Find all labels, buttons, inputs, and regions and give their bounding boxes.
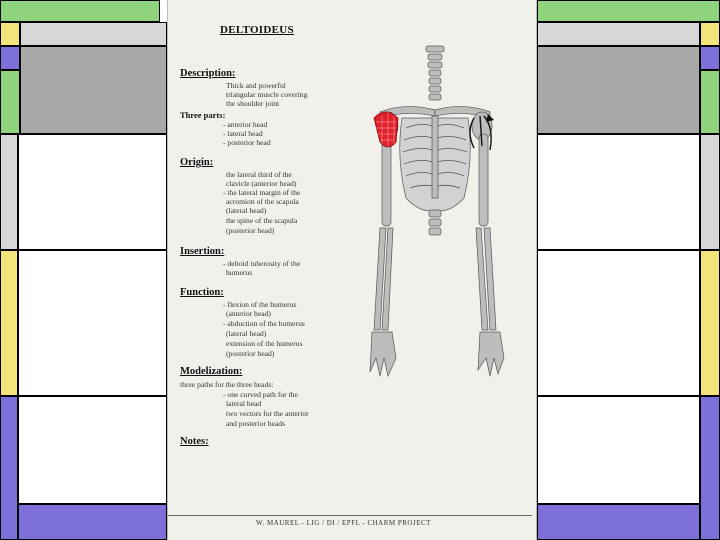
bg-tile [18,250,167,396]
bg-tile [537,134,700,250]
page-title: DELTOIDEUS [220,24,294,36]
bg-tile [0,70,20,134]
origin-line: the lateral third of the [226,170,292,179]
lumbar-vertebra [429,210,441,217]
modelization-intro: three paths for the three heads: [180,380,274,389]
modelization-line: and posterior heads [226,419,286,428]
bg-tile [0,46,20,70]
origin-line: acromion of the scapula [226,197,299,206]
modelization-heading: Modelization: [180,366,243,377]
lumbar-vertebra [429,219,441,226]
bg-tile [0,250,18,396]
origin-line: - the lateral margin of the [223,188,301,197]
bg-tile [20,46,167,134]
parts-line: - posterior head [223,138,271,147]
description-line: Thick and powerful [226,81,286,90]
cervical-vertebra [426,46,444,52]
bg-tile [700,22,720,46]
function-line: (lateral head) [226,329,267,338]
bg-tile [18,134,167,250]
function-line: (posterior head) [226,349,275,358]
description-line: triangular muscle covering [226,90,308,99]
cervical-vertebra [429,94,441,100]
footer-rule [168,515,532,516]
origin-line: clavicle (anterior head) [226,179,297,188]
bg-tile [18,396,167,504]
function-line: - abduction of the humerus [223,319,305,328]
function-line: extension of the humerus [226,339,303,348]
cervical-vertebra [429,86,441,92]
bg-tile [700,134,720,250]
bg-tile [700,250,720,396]
bg-tile [0,0,160,22]
parts-heading: Three parts: [180,110,226,120]
cervical-vertebra [429,70,441,76]
insertion-line: humerus [226,268,253,277]
skeleton-illustration [366,38,536,378]
origin-heading: Origin: [180,157,214,168]
function-heading: Function: [180,287,224,298]
origin-line: (posterior head) [226,226,275,235]
sternum [432,116,438,198]
modelization-line: lateral head [226,399,262,408]
bg-tile [0,134,18,250]
bg-tile [537,504,700,540]
cervical-vertebra [428,54,442,60]
right-humerus [479,134,488,226]
bg-tile [700,396,720,540]
bg-tile [537,46,700,134]
lumbar-vertebra [429,228,441,235]
bg-tile [700,46,720,70]
bg-tile [700,70,720,134]
footer-text: W. MAUREL - LIG / DI / EPFL - CHARM PROJECT [256,519,431,527]
function-line: (anterior head) [226,309,271,318]
bg-tile [0,22,20,46]
bg-tile [20,22,167,46]
modelization-line: two vectors for the anterior [226,409,309,418]
bg-tile [537,250,700,396]
left-hand [370,332,396,376]
bg-tile [537,0,720,22]
bg-tile [0,396,18,540]
modelization-line: - one curved path for the [223,390,298,399]
insertion-line: - deltoid tuberosity of the [223,259,301,268]
bg-tile [537,396,700,504]
right-hand [478,332,504,376]
document-page [167,0,537,540]
deltoid-muscle [374,112,398,148]
cervical-vertebra [429,78,441,84]
description-heading: Description: [180,68,236,79]
parts-line: - anterior head [223,120,268,129]
description-line: the shoulder joint [226,99,280,108]
left-humerus [382,134,391,226]
cervical-vertebra [428,62,442,68]
bg-tile [18,504,167,540]
insertion-heading: Insertion: [180,246,225,257]
origin-line: the spine of the scapula [226,216,298,225]
notes-heading: Notes: [180,436,209,447]
origin-line: (lateral head) [226,206,267,215]
bg-tile [537,22,700,46]
function-line: - flexion of the humerus [223,300,297,309]
parts-line: - lateral head [223,129,263,138]
